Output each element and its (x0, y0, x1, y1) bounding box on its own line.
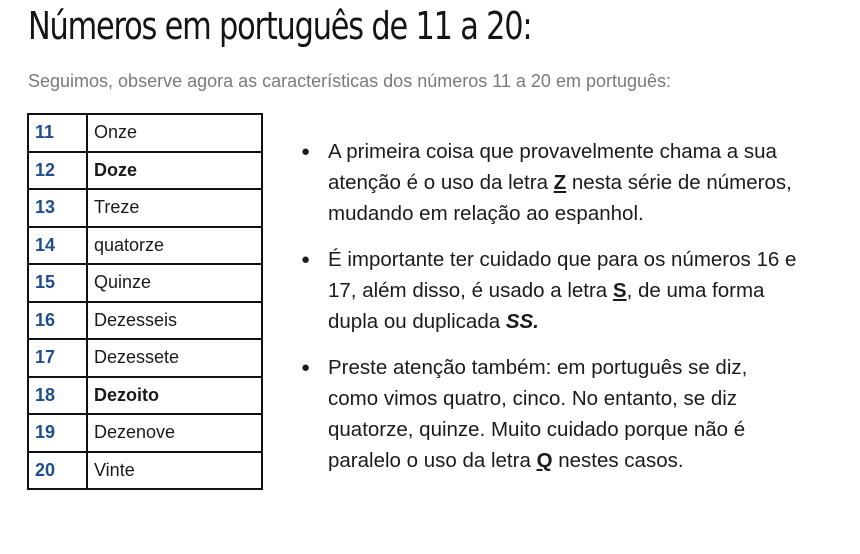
highlighted-letter: Z (553, 171, 567, 194)
highlighted-letter: S (612, 279, 627, 302)
note-item (300, 244, 800, 337)
word-cell: Treze (87, 189, 262, 227)
highlighted-letter: Q (536, 449, 553, 472)
word-cell: Quinze (87, 264, 262, 302)
bullet-dot-icon: ● (301, 143, 311, 160)
number-cell: 20 (28, 452, 87, 490)
note-text: nesta série de números, mudando em relação ao espanhol. (328, 171, 792, 225)
note-text: , de uma forma dupla ou duplicada (328, 279, 765, 333)
number-cell: 15 (28, 264, 87, 302)
number-cell: 16 (28, 302, 87, 340)
number-cell: 19 (28, 414, 87, 452)
number-cell: 14 (28, 227, 87, 265)
table-row (28, 227, 262, 265)
word-cell: Vinte (87, 452, 262, 490)
word-cell: quatorze (87, 227, 262, 265)
table-row (28, 377, 262, 415)
note-text: É importante ter cuidado que para os números 16 e 17, além disso, é usado a letra (328, 248, 797, 302)
number-cell: 17 (28, 339, 87, 377)
note-text: A primeira coisa que provavelmente chama a sua atenção é o uso da letra (328, 140, 777, 194)
number-cell: 13 (28, 189, 87, 227)
notes-list (300, 136, 800, 491)
table-row (28, 414, 262, 452)
table-row (28, 152, 262, 190)
table-row (28, 452, 262, 490)
table-row (28, 189, 262, 227)
word-cell: Dezessete (87, 339, 262, 377)
note-text: Preste atenção também: em português se diz, como vimos quatro, cinco. No entanto, se diz quatorze, quinze. Muito cuidado porque não é paralelo o uso da letra (328, 356, 748, 472)
word-cell: Onze (87, 114, 262, 152)
note-item (300, 352, 800, 476)
table-row (28, 339, 262, 377)
word-cell: Dezesseis (87, 302, 262, 340)
table-row (28, 114, 262, 152)
word-cell: Dezenove (87, 414, 262, 452)
bullet-dot-icon: ● (301, 359, 311, 376)
word-cell: Dezoito (87, 377, 262, 415)
note-item (300, 136, 800, 229)
word-cell: Doze (87, 152, 262, 190)
numbers-table (27, 113, 263, 490)
emphasized-text: SS. (505, 310, 539, 333)
table-row (28, 302, 262, 340)
note-text: nestes casos. (552, 449, 684, 472)
number-cell: 18 (28, 377, 87, 415)
number-cell: 12 (28, 152, 87, 190)
table-row (28, 264, 262, 302)
page-subtitle: Seguimos, observe agora as características dos números 11 a 20 em português: (28, 71, 672, 91)
number-cell: 11 (28, 114, 87, 152)
bullet-dot-icon: ● (301, 251, 311, 268)
page-title: Números em português de 11 a 20: (28, 4, 532, 48)
